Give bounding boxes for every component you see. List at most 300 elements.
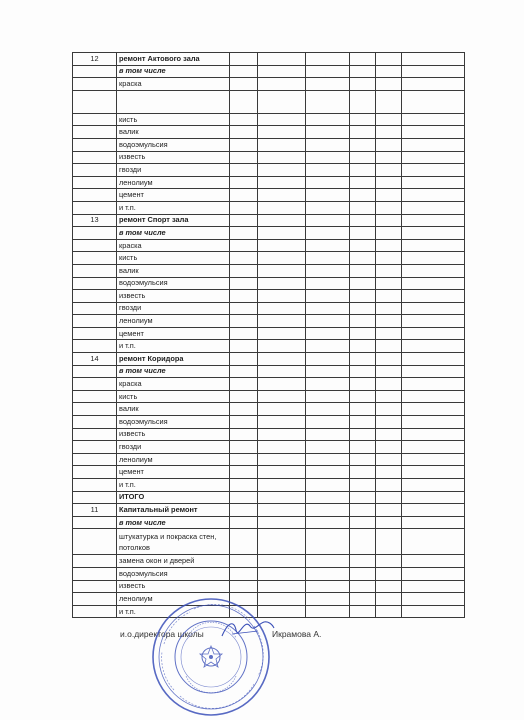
- empty-value-cell: [402, 340, 465, 353]
- row-number-cell: [73, 567, 117, 580]
- empty-value-cell: [258, 315, 306, 328]
- row-number-cell: [73, 151, 117, 164]
- empty-value-cell: [350, 113, 376, 126]
- empty-value-cell: [376, 78, 402, 91]
- empty-value-cell: [258, 126, 306, 139]
- empty-value-cell: [376, 277, 402, 290]
- empty-value-cell: [230, 529, 258, 555]
- empty-value-cell: [350, 479, 376, 492]
- empty-value-cell: [230, 138, 258, 151]
- empty-value-cell: [376, 164, 402, 177]
- empty-value-cell: [230, 315, 258, 328]
- empty-value-cell: [306, 491, 350, 504]
- empty-value-cell: [350, 516, 376, 529]
- empty-value-cell: [350, 504, 376, 517]
- table-row: [73, 151, 465, 164]
- item-name-cell: в том числе: [117, 516, 230, 529]
- empty-value-cell: [230, 555, 258, 568]
- empty-value-cell: [306, 189, 350, 202]
- empty-value-cell: [230, 189, 258, 202]
- empty-value-cell: [230, 580, 258, 593]
- row-number-cell: [73, 90, 117, 113]
- empty-value-cell: [402, 593, 465, 606]
- table-row: [73, 214, 465, 227]
- empty-value-cell: [230, 176, 258, 189]
- item-name-cell: краска: [117, 378, 230, 391]
- table-row: [73, 516, 465, 529]
- empty-value-cell: [376, 201, 402, 214]
- item-name-cell: валик: [117, 264, 230, 277]
- empty-value-cell: [230, 201, 258, 214]
- signatory-name: Икрамова А.: [272, 629, 322, 639]
- item-name-cell: ремонт Спорт зала: [117, 214, 230, 227]
- empty-value-cell: [258, 53, 306, 66]
- empty-value-cell: [402, 164, 465, 177]
- empty-value-cell: [258, 90, 306, 113]
- empty-value-cell: [306, 555, 350, 568]
- empty-value-cell: [402, 327, 465, 340]
- empty-value-cell: [350, 453, 376, 466]
- empty-value-cell: [230, 290, 258, 303]
- row-number-cell: [73, 340, 117, 353]
- empty-value-cell: [230, 516, 258, 529]
- row-number-cell: [73, 65, 117, 78]
- empty-value-cell: [306, 516, 350, 529]
- empty-value-cell: [258, 252, 306, 265]
- empty-value-cell: [230, 264, 258, 277]
- empty-value-cell: [376, 567, 402, 580]
- empty-value-cell: [306, 176, 350, 189]
- empty-value-cell: [258, 290, 306, 303]
- row-number-cell: [73, 138, 117, 151]
- empty-value-cell: [306, 227, 350, 240]
- empty-value-cell: [258, 78, 306, 91]
- row-number-cell: [73, 164, 117, 177]
- table-row: [73, 491, 465, 504]
- empty-value-cell: [376, 227, 402, 240]
- empty-value-cell: [376, 113, 402, 126]
- empty-value-cell: [306, 264, 350, 277]
- empty-value-cell: [350, 65, 376, 78]
- empty-value-cell: [350, 90, 376, 113]
- empty-value-cell: [350, 353, 376, 366]
- table-row: [73, 277, 465, 290]
- empty-value-cell: [306, 201, 350, 214]
- row-number-cell: [73, 201, 117, 214]
- item-name-cell: известь: [117, 580, 230, 593]
- table-row: [73, 479, 465, 492]
- empty-value-cell: [350, 53, 376, 66]
- item-name-cell: кисть: [117, 113, 230, 126]
- table-row: [73, 53, 465, 66]
- table-row: [73, 176, 465, 189]
- empty-value-cell: [376, 428, 402, 441]
- empty-value-cell: [306, 453, 350, 466]
- empty-value-cell: [258, 176, 306, 189]
- empty-value-cell: [306, 365, 350, 378]
- table-row: [73, 340, 465, 353]
- empty-value-cell: [402, 239, 465, 252]
- table-row: [73, 365, 465, 378]
- empty-value-cell: [350, 138, 376, 151]
- empty-value-cell: [230, 353, 258, 366]
- empty-value-cell: [350, 555, 376, 568]
- empty-value-cell: [402, 53, 465, 66]
- empty-value-cell: [402, 378, 465, 391]
- empty-value-cell: [376, 151, 402, 164]
- empty-value-cell: [258, 264, 306, 277]
- empty-value-cell: [402, 214, 465, 227]
- table-row: [73, 315, 465, 328]
- item-name-cell: кисть: [117, 252, 230, 265]
- empty-value-cell: [402, 302, 465, 315]
- empty-value-cell: [306, 138, 350, 151]
- empty-value-cell: [350, 491, 376, 504]
- empty-value-cell: [376, 239, 402, 252]
- empty-value-cell: [350, 390, 376, 403]
- empty-value-cell: [376, 491, 402, 504]
- row-number-cell: [73, 315, 117, 328]
- item-name-cell: водоэмульсия: [117, 567, 230, 580]
- row-number-cell: [73, 428, 117, 441]
- empty-value-cell: [376, 441, 402, 454]
- empty-value-cell: [376, 327, 402, 340]
- empty-value-cell: [258, 277, 306, 290]
- item-name-cell: известь: [117, 428, 230, 441]
- empty-value-cell: [402, 466, 465, 479]
- row-number-cell: [73, 277, 117, 290]
- empty-value-cell: [350, 189, 376, 202]
- empty-value-cell: [402, 516, 465, 529]
- empty-value-cell: [402, 390, 465, 403]
- empty-value-cell: [258, 227, 306, 240]
- row-number-cell: [73, 113, 117, 126]
- empty-value-cell: [306, 151, 350, 164]
- empty-value-cell: [402, 151, 465, 164]
- empty-value-cell: [376, 302, 402, 315]
- empty-value-cell: [306, 65, 350, 78]
- table-row: [73, 529, 465, 555]
- table-row: [73, 113, 465, 126]
- empty-value-cell: [230, 214, 258, 227]
- item-name-cell: водоэмульсия: [117, 277, 230, 290]
- empty-value-cell: [258, 529, 306, 555]
- empty-value-cell: [258, 466, 306, 479]
- empty-value-cell: [376, 176, 402, 189]
- empty-value-cell: [376, 416, 402, 429]
- empty-value-cell: [376, 593, 402, 606]
- empty-value-cell: [402, 441, 465, 454]
- row-number-cell: 11: [73, 504, 117, 517]
- empty-value-cell: [306, 302, 350, 315]
- empty-value-cell: [230, 277, 258, 290]
- empty-value-cell: [376, 390, 402, 403]
- empty-value-cell: [306, 504, 350, 517]
- table-row: [73, 403, 465, 416]
- table-row: [73, 353, 465, 366]
- empty-value-cell: [350, 466, 376, 479]
- item-name-cell: ремонт Актового зала: [117, 53, 230, 66]
- row-number-cell: 12: [73, 53, 117, 66]
- table-row: [73, 138, 465, 151]
- item-name-cell: цемент: [117, 466, 230, 479]
- empty-value-cell: [350, 201, 376, 214]
- item-name-cell: кисть: [117, 390, 230, 403]
- empty-value-cell: [402, 78, 465, 91]
- row-number-cell: [73, 126, 117, 139]
- empty-value-cell: [258, 113, 306, 126]
- table-row: [73, 580, 465, 593]
- empty-value-cell: [402, 113, 465, 126]
- empty-value-cell: [376, 53, 402, 66]
- table-row: [73, 252, 465, 265]
- table-row: [73, 65, 465, 78]
- row-number-cell: [73, 378, 117, 391]
- empty-value-cell: [350, 327, 376, 340]
- empty-value-cell: [376, 555, 402, 568]
- item-name-cell: в том числе: [117, 65, 230, 78]
- item-name-cell: и т.п.: [117, 201, 230, 214]
- table-row: [73, 466, 465, 479]
- table-row: [73, 201, 465, 214]
- item-name-cell: гвозди: [117, 302, 230, 315]
- empty-value-cell: [306, 113, 350, 126]
- item-name-cell: краска: [117, 78, 230, 91]
- empty-value-cell: [230, 327, 258, 340]
- empty-value-cell: [350, 593, 376, 606]
- table-row: [73, 453, 465, 466]
- item-name-cell: валик: [117, 403, 230, 416]
- empty-value-cell: [402, 491, 465, 504]
- empty-value-cell: [230, 567, 258, 580]
- table-row: [73, 290, 465, 303]
- empty-value-cell: [230, 453, 258, 466]
- table-row: [73, 78, 465, 91]
- empty-value-cell: [258, 479, 306, 492]
- empty-value-cell: [350, 378, 376, 391]
- empty-value-cell: [402, 126, 465, 139]
- empty-value-cell: [258, 580, 306, 593]
- table-row: [73, 189, 465, 202]
- empty-value-cell: [306, 416, 350, 429]
- empty-value-cell: [258, 327, 306, 340]
- item-name-cell: в том числе: [117, 227, 230, 240]
- item-name-cell: Капитальный ремонт: [117, 504, 230, 517]
- item-name-cell: и т.п.: [117, 340, 230, 353]
- empty-value-cell: [230, 53, 258, 66]
- row-number-cell: [73, 491, 117, 504]
- empty-value-cell: [230, 340, 258, 353]
- item-name-cell: известь: [117, 290, 230, 303]
- signatory-position: и.о.директора школы: [120, 629, 204, 639]
- empty-value-cell: [376, 529, 402, 555]
- empty-value-cell: [402, 176, 465, 189]
- table-row: [73, 90, 465, 113]
- empty-value-cell: [230, 416, 258, 429]
- empty-value-cell: [402, 315, 465, 328]
- empty-value-cell: [376, 340, 402, 353]
- empty-value-cell: [350, 365, 376, 378]
- empty-value-cell: [350, 403, 376, 416]
- row-number-cell: [73, 453, 117, 466]
- empty-value-cell: [376, 315, 402, 328]
- table-row: [73, 441, 465, 454]
- empty-value-cell: [306, 90, 350, 113]
- empty-value-cell: [376, 479, 402, 492]
- empty-value-cell: [376, 290, 402, 303]
- row-number-cell: [73, 516, 117, 529]
- empty-value-cell: [258, 378, 306, 391]
- empty-value-cell: [258, 302, 306, 315]
- empty-value-cell: [258, 138, 306, 151]
- empty-value-cell: [306, 164, 350, 177]
- empty-value-cell: [306, 593, 350, 606]
- empty-value-cell: [350, 290, 376, 303]
- empty-value-cell: [258, 239, 306, 252]
- table-row: [73, 378, 465, 391]
- empty-value-cell: [376, 65, 402, 78]
- empty-value-cell: [350, 277, 376, 290]
- item-name-cell: ленолиум: [117, 593, 230, 606]
- row-number-cell: [73, 227, 117, 240]
- empty-value-cell: [350, 428, 376, 441]
- empty-value-cell: [402, 264, 465, 277]
- empty-value-cell: [258, 340, 306, 353]
- row-number-cell: [73, 176, 117, 189]
- empty-value-cell: [350, 605, 376, 618]
- empty-value-cell: [306, 529, 350, 555]
- empty-value-cell: [376, 189, 402, 202]
- empty-value-cell: [402, 138, 465, 151]
- item-name-cell: валик: [117, 126, 230, 139]
- empty-value-cell: [230, 252, 258, 265]
- empty-value-cell: [306, 353, 350, 366]
- empty-value-cell: [376, 214, 402, 227]
- empty-value-cell: [306, 290, 350, 303]
- empty-value-cell: [258, 403, 306, 416]
- empty-value-cell: [230, 90, 258, 113]
- item-name-cell: водоэмульсия: [117, 416, 230, 429]
- empty-value-cell: [306, 327, 350, 340]
- empty-value-cell: [402, 567, 465, 580]
- empty-value-cell: [306, 441, 350, 454]
- empty-value-cell: [230, 466, 258, 479]
- empty-value-cell: [402, 479, 465, 492]
- empty-value-cell: [230, 479, 258, 492]
- item-name-cell: водоэмульсия: [117, 138, 230, 151]
- empty-value-cell: [402, 227, 465, 240]
- empty-value-cell: [376, 453, 402, 466]
- row-number-cell: [73, 290, 117, 303]
- item-name-cell: [117, 90, 230, 113]
- item-name-cell: известь: [117, 151, 230, 164]
- empty-value-cell: [402, 504, 465, 517]
- empty-value-cell: [306, 78, 350, 91]
- empty-value-cell: [376, 580, 402, 593]
- empty-value-cell: [230, 428, 258, 441]
- official-seal: [150, 596, 272, 718]
- row-number-cell: [73, 264, 117, 277]
- empty-value-cell: [230, 65, 258, 78]
- item-name-cell: и т.п.: [117, 479, 230, 492]
- table-row: [73, 327, 465, 340]
- empty-value-cell: [350, 214, 376, 227]
- table-row: [73, 227, 465, 240]
- empty-value-cell: [258, 491, 306, 504]
- empty-value-cell: [258, 189, 306, 202]
- row-number-cell: [73, 403, 117, 416]
- item-name-cell: ленолиум: [117, 176, 230, 189]
- empty-value-cell: [306, 580, 350, 593]
- empty-value-cell: [230, 390, 258, 403]
- empty-value-cell: [402, 453, 465, 466]
- empty-value-cell: [258, 65, 306, 78]
- empty-value-cell: [306, 466, 350, 479]
- empty-value-cell: [350, 340, 376, 353]
- empty-value-cell: [306, 214, 350, 227]
- budget-table-body: [73, 53, 465, 618]
- item-name-cell: замена окон и дверей: [117, 555, 230, 568]
- table-row: [73, 567, 465, 580]
- row-number-cell: [73, 239, 117, 252]
- empty-value-cell: [402, 403, 465, 416]
- empty-value-cell: [306, 340, 350, 353]
- empty-value-cell: [376, 90, 402, 113]
- row-number-cell: [73, 252, 117, 265]
- empty-value-cell: [306, 567, 350, 580]
- empty-value-cell: [230, 113, 258, 126]
- empty-value-cell: [402, 605, 465, 618]
- empty-value-cell: [306, 277, 350, 290]
- item-name-cell: ленолиум: [117, 453, 230, 466]
- empty-value-cell: [350, 529, 376, 555]
- empty-value-cell: [350, 302, 376, 315]
- empty-value-cell: [258, 441, 306, 454]
- empty-value-cell: [258, 164, 306, 177]
- empty-value-cell: [376, 516, 402, 529]
- row-number-cell: [73, 302, 117, 315]
- empty-value-cell: [376, 403, 402, 416]
- empty-value-cell: [402, 277, 465, 290]
- row-number-cell: [73, 479, 117, 492]
- item-name-cell: краска: [117, 239, 230, 252]
- empty-value-cell: [306, 479, 350, 492]
- empty-value-cell: [258, 504, 306, 517]
- empty-value-cell: [350, 441, 376, 454]
- empty-value-cell: [230, 504, 258, 517]
- empty-value-cell: [306, 315, 350, 328]
- empty-value-cell: [402, 529, 465, 555]
- row-number-cell: [73, 78, 117, 91]
- empty-value-cell: [230, 78, 258, 91]
- empty-value-cell: [402, 90, 465, 113]
- empty-value-cell: [402, 580, 465, 593]
- empty-value-cell: [230, 227, 258, 240]
- empty-value-cell: [258, 201, 306, 214]
- row-number-cell: [73, 466, 117, 479]
- empty-value-cell: [350, 164, 376, 177]
- empty-value-cell: [402, 365, 465, 378]
- empty-value-cell: [258, 151, 306, 164]
- row-number-cell: [73, 416, 117, 429]
- empty-value-cell: [306, 403, 350, 416]
- item-name-cell: гвозди: [117, 164, 230, 177]
- item-name-cell: ИТОГО: [117, 491, 230, 504]
- table-row: [73, 504, 465, 517]
- row-number-cell: 14: [73, 353, 117, 366]
- empty-value-cell: [350, 227, 376, 240]
- row-number-cell: [73, 189, 117, 202]
